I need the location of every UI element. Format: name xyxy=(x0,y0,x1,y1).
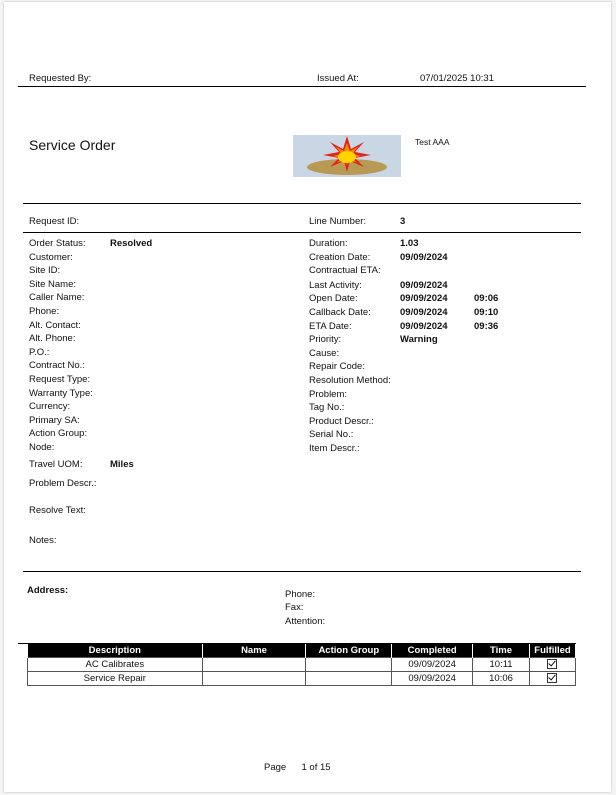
problem-descr-label: Problem Descr.: xyxy=(29,478,97,489)
table-header-row xyxy=(28,644,576,658)
cell-fulfilled xyxy=(529,658,575,672)
sunburst-logo-icon xyxy=(293,135,401,177)
field-row xyxy=(309,428,353,442)
field-label: Action Group: xyxy=(29,428,88,440)
field-label: Alt. Phone: xyxy=(29,333,76,345)
field-row xyxy=(29,319,81,333)
page-footer xyxy=(264,762,331,773)
field-value: Miles xyxy=(110,459,134,470)
requested-by-label: Requested By: xyxy=(29,73,92,84)
page-label: Page xyxy=(264,762,287,773)
cell-name xyxy=(202,658,306,672)
checkbox-checked-icon xyxy=(547,659,557,669)
field-label: Creation Date: xyxy=(309,251,371,263)
cell-completed: 09/09/2024 xyxy=(392,658,473,672)
field-row xyxy=(309,264,381,278)
field-row xyxy=(29,346,49,360)
field-value: 09/09/2024 xyxy=(400,307,448,318)
cell-name xyxy=(202,672,306,686)
field-label: Warranty Type: xyxy=(29,387,93,399)
field-label: Alt. Contact: xyxy=(29,319,81,331)
field-row xyxy=(309,279,448,293)
field-value: 09/09/2024 xyxy=(400,279,448,291)
field-label: Site Name: xyxy=(29,278,76,290)
field-label: Request Type: xyxy=(29,374,91,385)
field-row xyxy=(29,291,84,305)
field-time: 09:06 xyxy=(474,293,499,305)
field-label: Customer: xyxy=(29,251,73,263)
fax-label: Fax: xyxy=(285,602,304,613)
attention-label: Attention: xyxy=(285,616,326,627)
field-label: Priority: xyxy=(309,334,342,346)
column-header-description: Description xyxy=(28,644,203,658)
of-label: of xyxy=(309,762,318,773)
cell-action-group xyxy=(306,658,392,672)
field-row xyxy=(309,360,365,374)
field-row xyxy=(29,387,93,401)
field-row xyxy=(29,278,76,292)
cell-time: 10:06 xyxy=(473,672,530,686)
field-label: Cause: xyxy=(309,347,340,359)
field-row xyxy=(309,237,419,251)
page-number: 1 xyxy=(301,762,307,773)
field-label: Contractual ETA: xyxy=(309,265,381,277)
field-row xyxy=(29,332,75,346)
report-page xyxy=(4,2,611,792)
cell-description: AC Calibrates xyxy=(28,658,203,672)
cell-time: 10:11 xyxy=(473,658,530,672)
field-label: Primary SA: xyxy=(29,414,80,426)
checkbox-checked-icon xyxy=(547,673,557,683)
field-label: Product Descr.: xyxy=(309,415,374,427)
section-divider-mid xyxy=(23,232,581,233)
line-number-value: 3 xyxy=(400,216,406,227)
field-label: Serial No.: xyxy=(309,429,354,441)
field-row xyxy=(29,427,87,441)
field-row xyxy=(29,400,70,414)
field-value: 09/09/2024 xyxy=(400,293,448,305)
field-row xyxy=(29,373,90,387)
field-time: 09:10 xyxy=(474,307,499,318)
field-label: Phone: xyxy=(29,306,60,317)
field-row xyxy=(309,442,360,456)
field-row xyxy=(309,306,499,320)
field-value: 09/09/2024 xyxy=(400,320,448,332)
field-label: Caller Name: xyxy=(29,292,85,304)
field-label: Site ID: xyxy=(29,265,61,277)
field-label: Contract No.: xyxy=(29,360,85,372)
logo-caption: Test AAA xyxy=(415,137,450,147)
field-time: 09:36 xyxy=(474,320,499,332)
resolve-text-label: Resolve Text: xyxy=(29,505,86,516)
cell-description: Service Repair xyxy=(28,672,203,686)
field-value: 09/09/2024 xyxy=(400,251,448,263)
field-label: Repair Code: xyxy=(309,361,365,373)
field-row xyxy=(29,305,59,319)
field-row xyxy=(309,388,347,402)
column-header-completed: Completed xyxy=(392,644,473,658)
field-row xyxy=(29,441,54,455)
field-row xyxy=(309,251,448,265)
address-label: Address: xyxy=(27,585,69,596)
field-row xyxy=(309,415,374,429)
field-label: Travel UOM: xyxy=(29,459,83,470)
field-row xyxy=(29,237,153,251)
field-value: 1.03 xyxy=(400,238,419,249)
line-number-label: Line Number: xyxy=(309,216,367,227)
field-row xyxy=(29,251,73,265)
field-label: Resolution Method: xyxy=(309,375,391,386)
column-header-name: Name xyxy=(202,644,306,658)
cell-action-group xyxy=(306,672,392,686)
field-label: Problem: xyxy=(309,388,348,400)
issued-at-label: Issued At: xyxy=(317,73,359,84)
field-label: Node: xyxy=(29,442,55,453)
page-title: Service Order xyxy=(29,137,116,153)
request-id-label: Request ID: xyxy=(29,216,80,227)
cell-fulfilled xyxy=(529,672,575,686)
field-row xyxy=(309,401,344,415)
field-label: Last Activity: xyxy=(309,279,362,291)
page-total: 15 xyxy=(319,762,331,773)
field-label: Currency: xyxy=(29,401,71,413)
notes-label: Notes: xyxy=(29,535,57,546)
field-value: Resolved xyxy=(110,238,153,249)
table-row xyxy=(28,672,576,686)
field-label: P.O.: xyxy=(29,346,50,358)
field-row xyxy=(29,458,134,472)
header-divider xyxy=(18,86,586,87)
service-lines-table xyxy=(27,644,576,686)
field-label: ETA Date: xyxy=(309,320,352,332)
section-divider-bottom xyxy=(23,571,581,572)
issued-at-value: 07/01/2025 10:31 xyxy=(420,73,494,84)
field-label: Order Status: xyxy=(29,238,86,249)
field-row xyxy=(29,359,85,373)
field-label: Item Descr.: xyxy=(309,443,360,454)
field-row xyxy=(309,347,339,361)
field-label: Callback Date: xyxy=(309,307,371,318)
column-header-fulfilled: Fulfilled xyxy=(529,644,575,658)
cell-completed: 09/09/2024 xyxy=(392,672,473,686)
field-row xyxy=(29,414,80,428)
field-row xyxy=(309,292,499,306)
field-row xyxy=(309,333,438,347)
field-label: Tag No.: xyxy=(309,402,345,414)
field-label: Open Date: xyxy=(309,293,358,305)
field-row xyxy=(29,264,60,278)
column-header-action-group: Action Group xyxy=(306,644,392,658)
phone-label: Phone: xyxy=(285,589,316,600)
section-divider-top xyxy=(23,203,581,204)
column-header-time: Time xyxy=(473,644,530,658)
table-row xyxy=(28,658,576,672)
field-label: Duration: xyxy=(309,238,348,249)
field-value: Warning xyxy=(400,334,438,346)
field-row xyxy=(309,374,391,388)
field-row xyxy=(309,320,499,334)
